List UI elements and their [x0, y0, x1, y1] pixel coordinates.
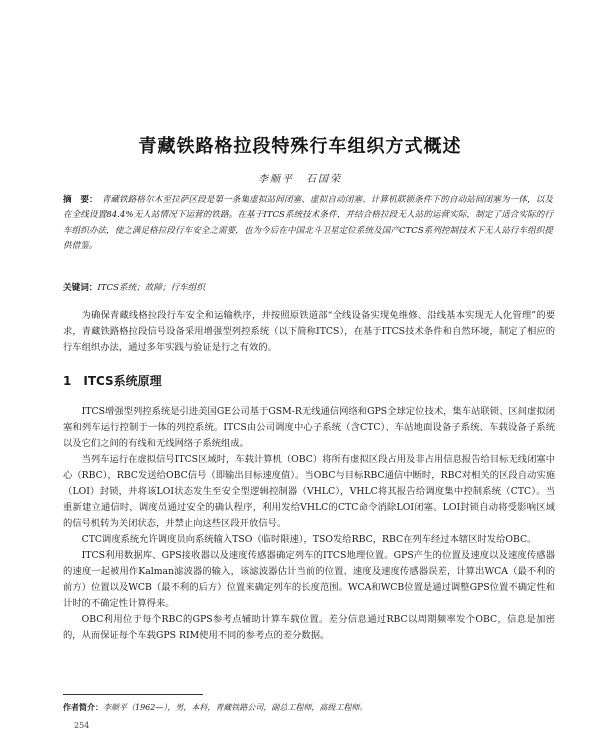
abstract-text: 青藏铁路格尔木至拉萨区段是第一条集虚拟站间闭塞、虚拟自动闭塞、计算机联锁条件下的自动站间闭塞为一体，以及在全线设置84.4%无人站情况下运营的铁路。在基于ITCS系统技术条件，并结合格拉段无人站的运营实际，制定了适合实际的行车组织办法，使之满足格拉段行车安全之需要，也为今后在中国北斗卫星定位系统及国产CTCS系列控制技术下无人站行车组织提供借鉴。 [63, 195, 553, 252]
keywords-text: ITCS系统；故障；行车组织 [97, 283, 205, 293]
paper-authors: 李顺平 石国荣 [258, 174, 342, 185]
section-1-title: ITCS系统原理 [83, 374, 162, 388]
intro-section [63, 308, 555, 356]
section-1-paragraph: CTC调度系统允许调度员向系统输入TSO（临时限速），TSO发给RBC，RBC在列车经过本辖区时发给OBC。 [81, 534, 537, 545]
keywords [63, 281, 553, 295]
section-1-paragraph: ITCS利用数据库、GPS接收器以及速度传感器确定列车的ITCS地理位置。GPS产生的位置及速度以及速度传感器的速度一起被用作Kalman滤波器的输入，该滤波器估计当前的位置、速度及速度传感器误差，计算出WCA（最不利的前方）位置以及WCB（最不利的后方）位置来确定列车的长度范围。WCA和WCB位置是通过调整GPS位置不确定性和计时的不确定性计算得来。 [63, 550, 555, 609]
page-number: 254 [74, 721, 90, 730]
section-1-number: 1 [63, 374, 72, 388]
paper-title: 青藏铁路格拉段特殊行车组织方式概述 [138, 136, 462, 157]
intro-paragraph: 为确保青藏线格拉段行车安全和运输秩序，并按照原铁道部“全线设备实现免维修、沿线基本实现无人化管理”的要求，青藏铁路格拉段信号设备采用增强型列控系统（以下简称ITCS），在基于ITCS技术条件和自然环境，制定了相应的行车组织办法，通过多年实践与验证是行之有效的。 [63, 310, 555, 353]
footnote-divider [63, 694, 203, 695]
section-1-paragraph: ITCS增强型列控系统是引进美国GE公司基于GSM-R无线通信网络和GPS全球定位技术，集车站联锁、区间虚拟闭塞和列车运行控制于一体的列控系统。ITCS由公司调度中心子系统（含CTC）、车站地面设备子系统、车载设备子系统以及它们之间的有线和无线网络子系统组成。 [63, 406, 555, 449]
author-footnote [63, 702, 553, 713]
abstract-label: 摘 要： [63, 195, 98, 205]
section-1-body [63, 404, 555, 644]
footnote-text: 李顺平（1962—），男，本科，青藏铁路公司，副总工程师，高级工程师。 [103, 703, 368, 712]
section-1-paragraph: 当列车运行在虚拟信号ITCS区域时，车载计算机（OBC）将所有虚拟区段占用及非占用信息报告给目标无线闭塞中心（RBC），RBC发送给OBC信号（即输出目标速度值）。当OBC与目标RBC通信中断时，RBC对相关的区段自动实施（LOI）封锁，并将该LOI状态发生至安全型逻辑控制器（VHLC），VHLC将其报告给调度集中控制系统（CTC）。当重新建立通信时，调度员通过安全的确认程序，利用发给VHLC的CTC命令消除LOI闭塞。LOI封锁自动将受影响区域的信号机转为关闭状态，并禁止向这些区段开放信号。 [63, 454, 555, 529]
section-1-paragraph: OBC利用位于每个RBC的GPS参考点辅助计算车载位置。差分信息通过RBC以周期频率发个OBC，信息是加密的，从而保证每个车载GPS RIM使用不同的参考点的差分数据。 [63, 614, 555, 641]
section-1-heading [63, 372, 162, 389]
keywords-label: 关键词： [63, 283, 98, 293]
footnote-label: 作者简介： [63, 702, 103, 712]
abstract [63, 193, 553, 255]
